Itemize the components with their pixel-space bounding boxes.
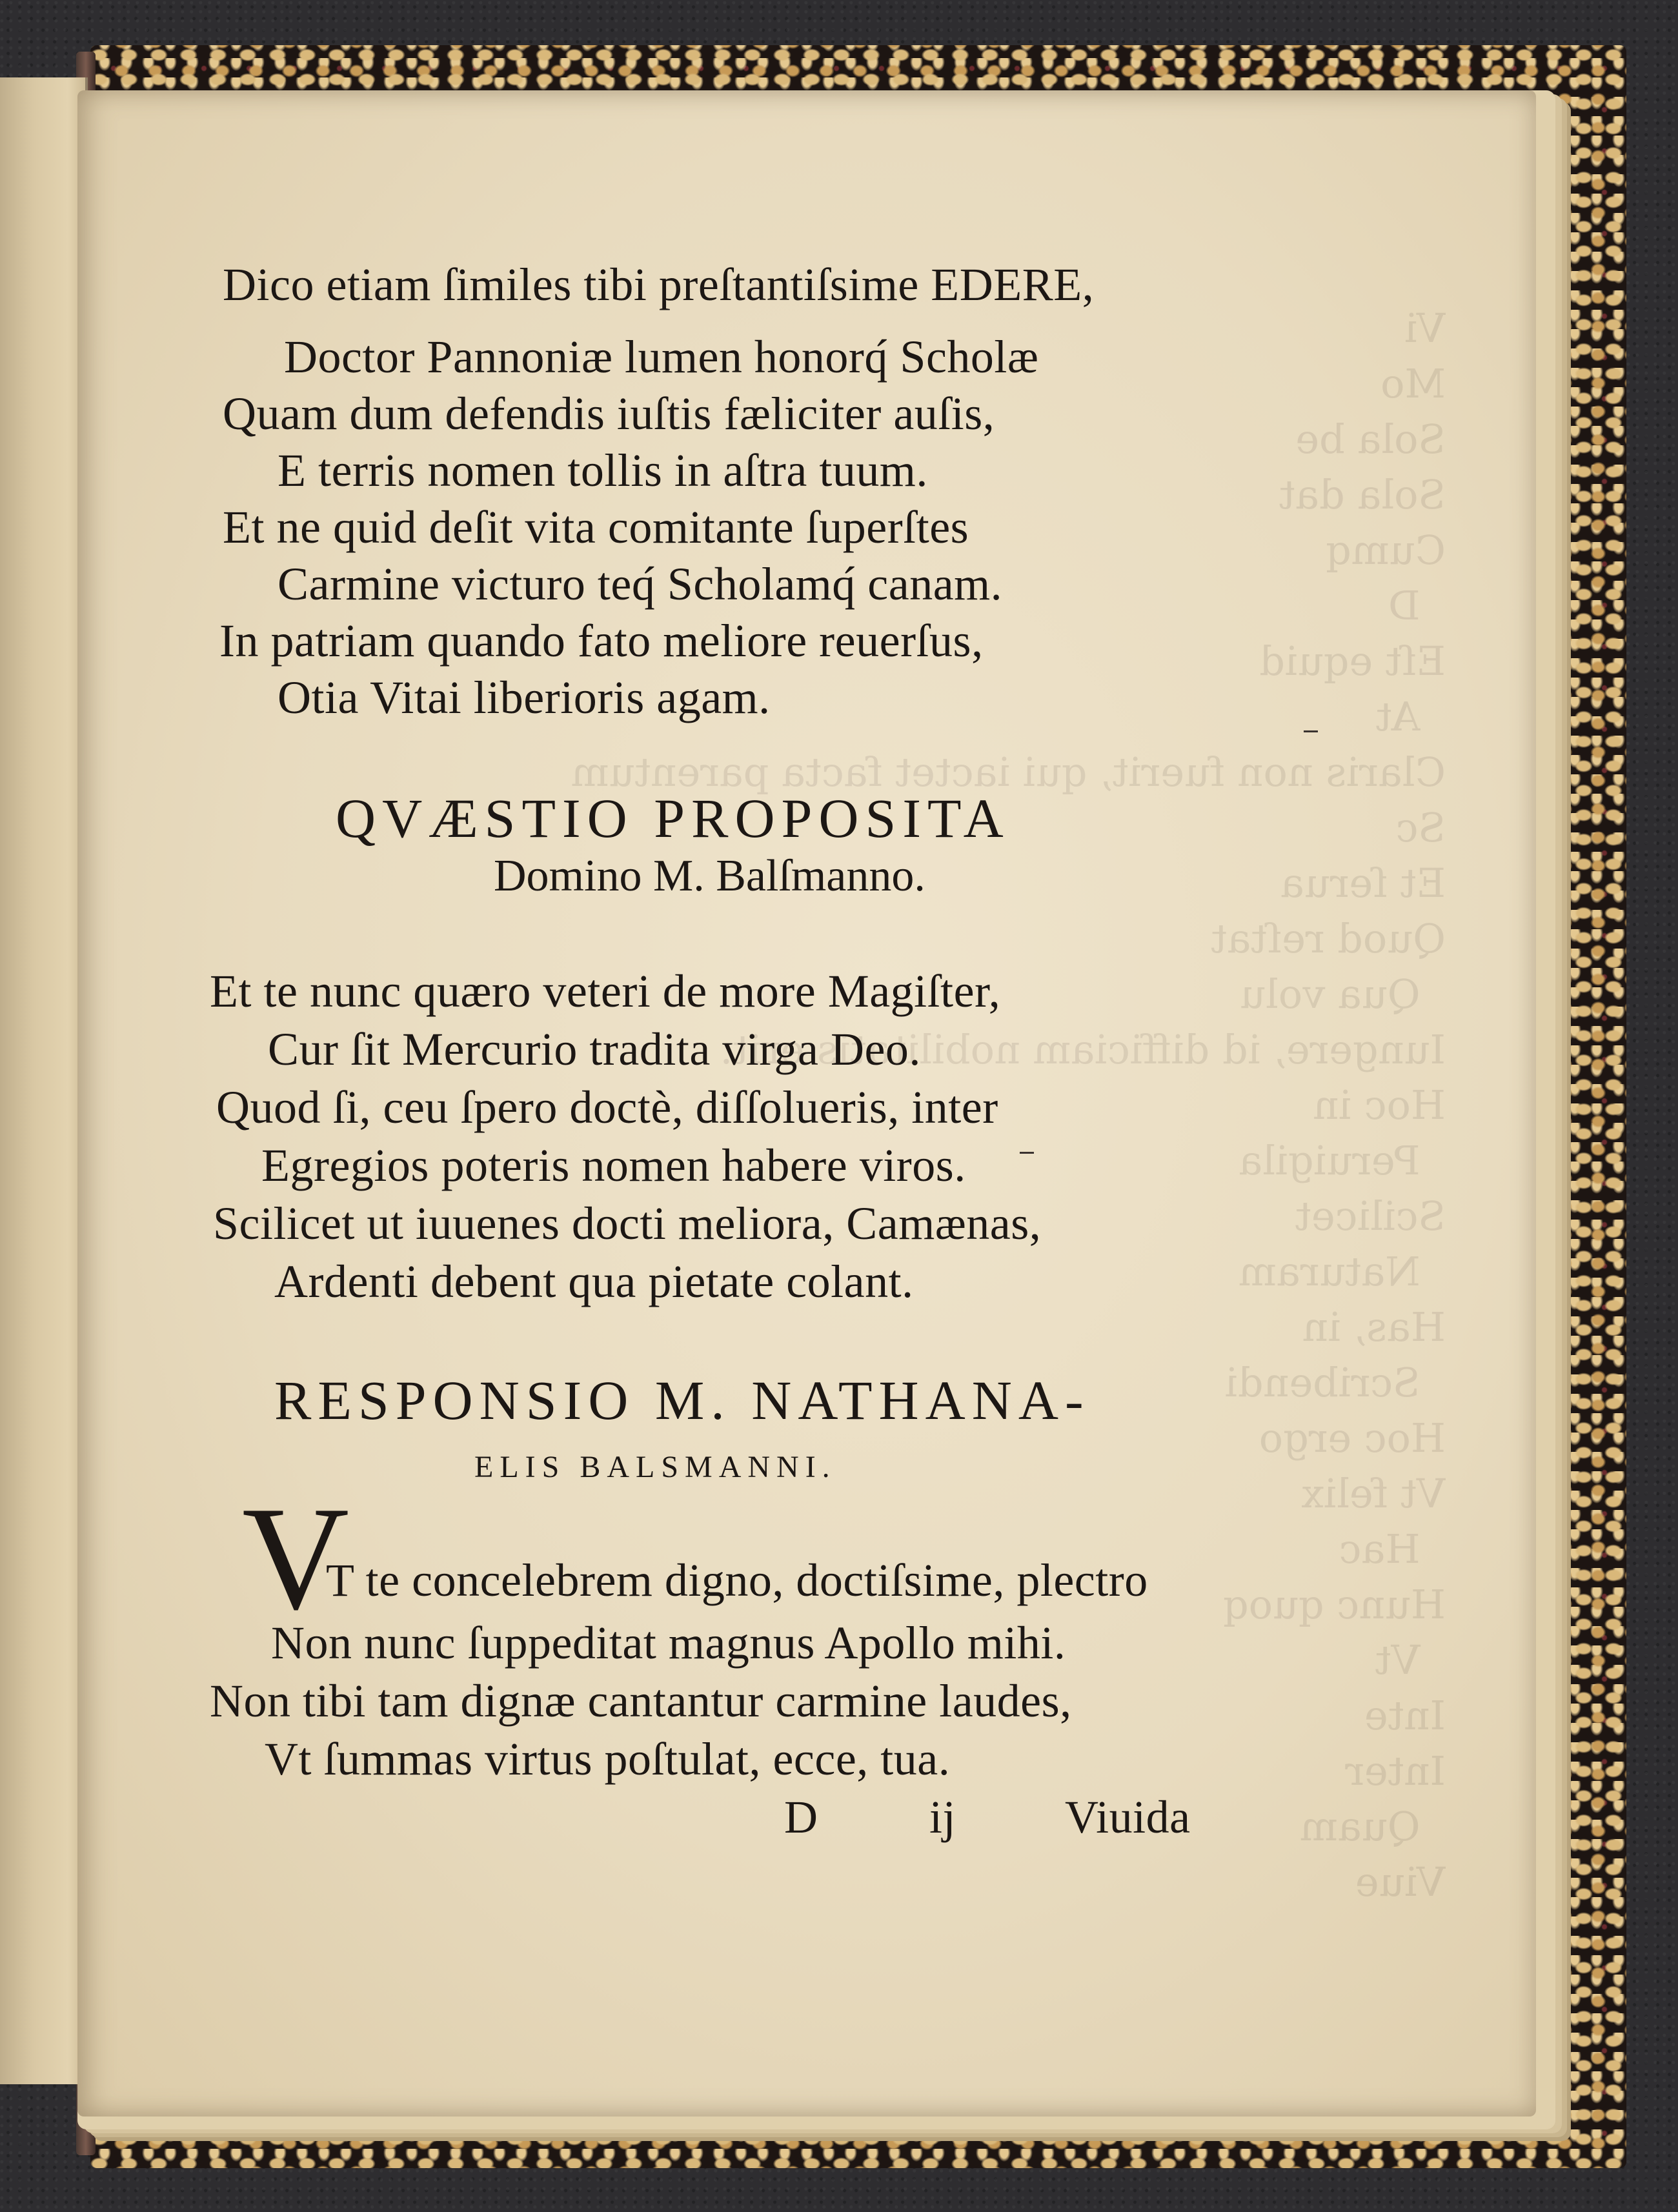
- response-line-3: Non tibi tam dignæ cantantur carmine laudes,: [210, 1675, 1072, 1727]
- response-line-4: Vt ſummas virtus poſtulat, ecce, tua.: [265, 1733, 951, 1785]
- question-line-1: Et te nunc quæro veteri de more Magiſter,: [210, 965, 1001, 1017]
- response-line-2: Non nunc ſuppeditat magnus Apollo mihi.: [271, 1617, 1066, 1669]
- poem1-line-2: Doctor Pannoniæ lumen honorq́ Scholæ: [284, 331, 1039, 383]
- poem1-line-8: Otia Vitai liberioris agam.: [278, 672, 771, 723]
- poem1-line-3: Quam dum defendis iuſtis fæliciter auſis,: [223, 388, 995, 439]
- dropcap-letter: V: [242, 1476, 350, 1640]
- question-line-4: Egregios poteris nomen habere viros.: [261, 1140, 966, 1191]
- question-subtitle: Domino M. Balſmanno.: [494, 851, 925, 901]
- question-title: QVÆSTIO PROPOSITA: [336, 787, 1010, 849]
- response-title-line-1: RESPONSIO M. NATHANA-: [274, 1369, 1090, 1431]
- poem1-line-7: In patriam quando fato meliore reuerſus,: [219, 615, 984, 667]
- question-line-6: Ardenti debent qua pietate colant.: [274, 1256, 914, 1307]
- poem1-line-5: Et ne quid deſit vita comitante ſuperſtes: [223, 501, 969, 553]
- poem1-line-6: Carmine victuro teq́ Scholamq́ canam.: [278, 558, 1003, 610]
- response-line-1: T te concelebrem digno, doctiſsime, plectro: [326, 1554, 1148, 1606]
- show-through-text: Vi Mo Sola be Sola dat Cumq D Eſt equid At Claris non fuerit, qui iactet facta parentum Sc Et ſerua Quod reſtat Qua volu Iungere, id difficiam nobilitatis erit. Hoc in Peruigila Scilicet Naturam Has, in Scribendi Hoc ergo Vt felix Hac Hunc quoq Vt Inte Inter Quam Viue: [571, 305, 1446, 1905]
- question-line-3: Quod ſi, ceu ſpero doctè, diſſolueris, inter: [216, 1081, 998, 1133]
- signature-mark: D: [784, 1791, 818, 1843]
- question-line-5: Scilicet ut iuuenes docti meliora, Camænas,: [213, 1198, 1042, 1249]
- catchword: Viuida: [1065, 1791, 1191, 1843]
- response-title-line-2: ELIS BALSMANNI.: [474, 1450, 836, 1484]
- signature-number: ij: [929, 1791, 956, 1843]
- question-line-2: Cur ſit Mercurio tradita virga Deo.: [268, 1023, 921, 1075]
- verso-page-edge: [0, 77, 88, 2084]
- printers-mark-1: [1304, 730, 1318, 732]
- poem1-line-4: E terris nomen tollis in aſtra tuum.: [278, 445, 928, 496]
- printers-mark-2: [1020, 1152, 1034, 1154]
- poem1-line-1: Dico etiam ſimiles tibi preſtantiſsime EDERE,: [223, 259, 1095, 310]
